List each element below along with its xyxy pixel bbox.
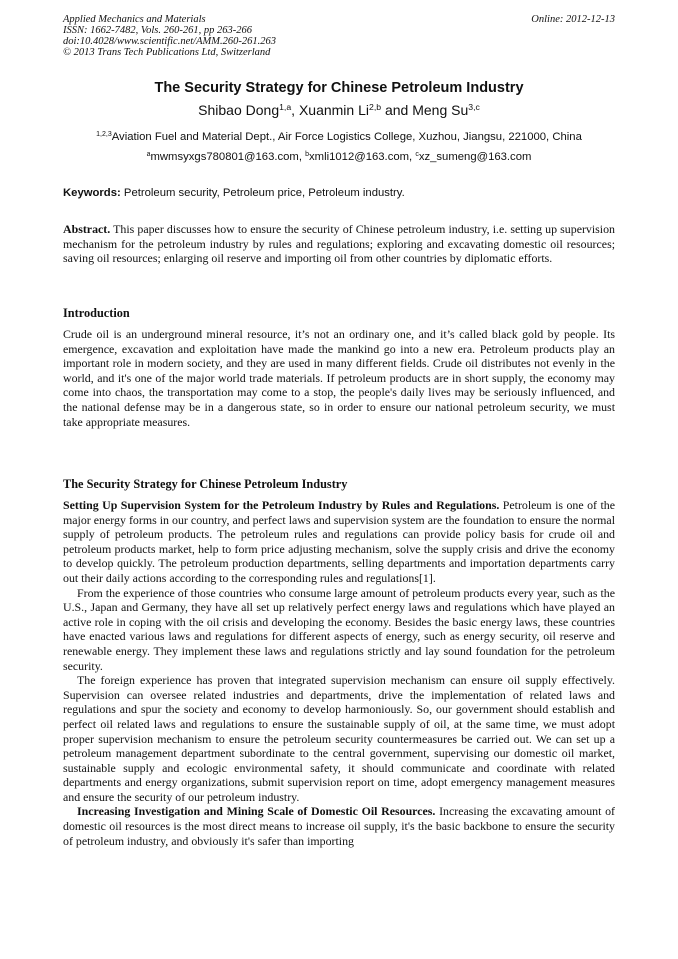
paragraph [63,804,615,848]
email-mark: a [146,151,151,159]
paragraph: From the experience of those countries who consume large amount of petroleum products every year, such as the U.S., Japan and Germany, they have all set up relatively perfect energy laws and regulations which have played an active role in coping with the oil crisis and developing the economy. Besides the basic energy laws, these countries have enacted various laws and regulations for different aspects of energy, such as energy security, oil reserve and renewable energy. They implement these laws and regulations strictly and lay sound foundation for the petroleum security. [63,585,615,673]
doi-line: doi:10.4028/www.scientific.net/AMM.260-261.263 [63,36,276,47]
abstract [63,222,615,266]
paragraph-text: Petroleum is one of the major energy forms in our country, and perfect laws and supervision system are the foundation to ensure the normal supply of petroleum products. The petroleum rules and regulations can provide policy basis for crude oil and petroleum products market, help to form price adjusting mechanism, solve the supply crisis and drive the economy to develop quickly. The petroleum production departments, selling departments and importation departments carry out their daily actions according to the corresponding rules and regulations[1]. [63,498,615,585]
author-name: Meng Su [412,102,469,118]
author-name: Shibao Dong [198,102,280,118]
subsection-heading: Increasing Investigation and Mining Scale of Domestic Oil Resources. [77,804,436,819]
affiliation-mark: 1,2,3 [96,131,112,139]
keywords [63,187,615,199]
copyright-line: © 2013 Trans Tech Publications Ltd, Switzerland [63,47,271,58]
author-list [63,102,615,118]
email-mark: c [415,151,419,159]
abstract-text: This paper discusses how to ensure the security of Chinese petroleum industry, i.e. setting up supervision mechanism for the petroleum industry by rules and regulations; exploring and excavating domestic oil resources; saving oil resources; enlarging oil reserve and importing oil from other countries by diplomatic efforts. [63,222,615,266]
email-separator: , [409,151,416,163]
affiliation-text: Aviation Fuel and Material Dept., Air Force Logistics College, Xuzhou, Jiangsu, 221000, China [111,131,582,143]
online-date: Online: 2012-12-13 [531,14,615,25]
paragraph [63,498,615,586]
paragraph-text: Increasing the excavating amount of domestic oil resources is the most direct means to increase oil supply, it's the basic backbone to ensure the security of petroleum industry, and obviously it's safer than importing [63,804,615,848]
introduction-section [63,306,615,429]
subsection-heading: Setting Up Supervision System for the Petroleum Industry by Rules and Regulations. [63,498,500,512]
strategy-section [63,477,615,848]
paper-title: The Security Strategy for Chinese Petroleum Industry [154,80,524,96]
author-name: Xuanmin Li [298,102,369,118]
author-affil-mark: 2,b [369,102,382,113]
email-mark: b [305,151,310,159]
paragraph: Crude oil is an underground mineral resource, it’s not an ordinary one, and it’s called black gold by people. Its emergence, excavation and exploitation have made the mankind go into a new era. Petroleum products play an important role in modern society, and they are used in many different fields. Crude oil distributes not evenly in the world, and it's one of the major world trade materials. If petroleum products are in short supply, the economy may come into chaos, the transportation may come to a stop, the people's daily lives may be seriously influenced, and the national defense may be in a dangerous state, so in order to ensure our national petroleum security, we must take appropriate measures. [63,327,615,429]
email-address[interactable]: xmli1012@163.com [309,151,410,163]
author-affil-mark: 3,c [468,102,480,113]
author-emails [63,151,615,163]
email-separator: , [298,151,306,163]
abstract-label: Abstract. [63,222,111,236]
author-separator: and [381,102,413,118]
email-address[interactable]: mwmsyxgs780801@163.com [150,151,299,163]
keywords-text: Petroleum security, Petroleum price, Petroleum industry. [120,187,405,199]
author-separator: , [291,102,299,118]
section-heading: The Security Strategy for Chinese Petroleum Industry [63,477,348,491]
issn-line: ISSN: 1662-7482, Vols. 260-261, pp 263-266 [63,25,252,36]
affiliation [63,131,615,143]
journal-name: Applied Mechanics and Materials [63,14,206,25]
paragraph: The foreign experience has proven that integrated supervision mechanism can ensure oil supply effectively. Supervision can oversee related industries and departments, drive the implementation of related laws and regulations and spur the society and economy to develop harmoniously. So, our government should establish and perfect oil related laws and regulations to ensure the sustainable supply of oil, at the same time, we must adopt proper supervision mechanism to ensure the petroleum security countermeasures be carried out. We can set up a petroleum management department subordinate to the central government, supervising our domestic oil market, sustainable supply and ecologic environmental safety, it should communicate and coordinate with related departments and energy organizations, submit supervision report on time, adopt emergency management measures and ensure the security of our petroleum industry. [63,673,615,804]
journal-header [63,14,615,58]
section-heading: Introduction [63,306,130,320]
keywords-label: Keywords: [63,187,121,199]
author-affil-mark: 1,a [279,102,292,113]
email-address[interactable]: xz_sumeng@163.com [418,151,532,163]
